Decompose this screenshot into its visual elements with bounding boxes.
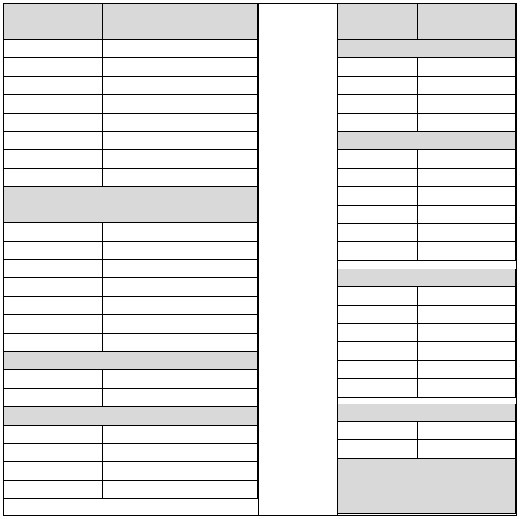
price-cell	[4, 315, 103, 333]
price-cell	[338, 114, 418, 132]
price-cell	[4, 242, 103, 260]
price-cell	[4, 334, 103, 352]
price-cell	[338, 422, 418, 440]
price-cell	[4, 389, 103, 407]
price-cell	[4, 58, 103, 76]
service-cell	[103, 462, 258, 480]
service-cell	[418, 206, 516, 224]
service-cell	[103, 444, 258, 462]
service-cell	[103, 389, 258, 407]
service-cell	[418, 150, 516, 168]
price-cell	[4, 370, 103, 388]
price-cell	[4, 278, 103, 296]
service-cell	[103, 132, 258, 150]
price-cell	[4, 223, 103, 241]
service-cell	[103, 426, 258, 444]
service-cell	[103, 40, 258, 58]
service-cell	[103, 95, 258, 113]
price-cell	[338, 58, 418, 76]
service-cell	[103, 58, 258, 76]
section-code-8	[4, 407, 258, 425]
right-header-service	[418, 4, 516, 40]
service-cell	[103, 77, 258, 95]
service-cell	[418, 422, 516, 440]
price-cell	[338, 95, 418, 113]
tariff-table	[3, 3, 517, 516]
price-cell	[4, 114, 103, 132]
left-header-price	[4, 4, 103, 40]
price-cell	[338, 361, 418, 379]
price-cell	[4, 297, 103, 315]
price-cell	[4, 426, 103, 444]
price-cell	[338, 169, 418, 187]
price-cell	[338, 342, 418, 360]
price-cell	[338, 242, 418, 260]
price-cell	[338, 206, 418, 224]
price-cell	[338, 77, 418, 95]
right-header-price	[338, 4, 418, 40]
service-cell	[418, 342, 516, 360]
service-cell	[418, 114, 516, 132]
price-cell	[338, 379, 418, 397]
price-cell	[338, 150, 418, 168]
service-cell	[103, 150, 258, 168]
service-cell	[103, 297, 258, 315]
section-code-7	[4, 187, 258, 223]
service-cell	[103, 370, 258, 388]
price-cell	[4, 169, 103, 187]
service-cell	[103, 334, 258, 352]
service-cell	[103, 481, 258, 499]
price-cell	[4, 150, 103, 168]
section-code-4	[338, 404, 516, 422]
price-cell	[338, 324, 418, 342]
left-header-service	[103, 4, 258, 40]
service-cell	[418, 324, 516, 342]
service-cell	[418, 440, 516, 458]
price-cell	[4, 462, 103, 480]
section-code-2	[338, 132, 516, 150]
service-cell	[103, 223, 258, 241]
service-cell	[418, 379, 516, 397]
service-cell	[418, 95, 516, 113]
price-cell	[4, 40, 103, 58]
service-cell	[103, 315, 258, 333]
service-cell	[418, 58, 516, 76]
section-specialty-left	[4, 352, 258, 370]
service-cell	[103, 278, 258, 296]
price-cell	[4, 444, 103, 462]
service-cell	[418, 187, 516, 205]
service-cell	[418, 77, 516, 95]
price-cell	[4, 132, 103, 150]
service-cell	[103, 242, 258, 260]
section-code-1	[338, 40, 516, 58]
service-cell	[418, 287, 516, 305]
section-specialty	[338, 459, 516, 514]
service-cell	[103, 260, 258, 278]
price-cell	[338, 306, 418, 324]
service-cell	[103, 169, 258, 187]
price-cell	[338, 440, 418, 458]
service-cell	[418, 224, 516, 242]
price-cell	[4, 260, 103, 278]
service-cell	[418, 242, 516, 260]
section-code-3	[338, 269, 516, 287]
price-cell	[338, 287, 418, 305]
price-cell	[4, 77, 103, 95]
service-cell	[103, 114, 258, 132]
price-cell	[338, 187, 418, 205]
price-cell	[4, 481, 103, 499]
price-cell	[338, 224, 418, 242]
column-divider	[258, 4, 338, 515]
service-cell	[418, 169, 516, 187]
service-cell	[418, 361, 516, 379]
price-cell	[4, 95, 103, 113]
service-cell	[418, 306, 516, 324]
